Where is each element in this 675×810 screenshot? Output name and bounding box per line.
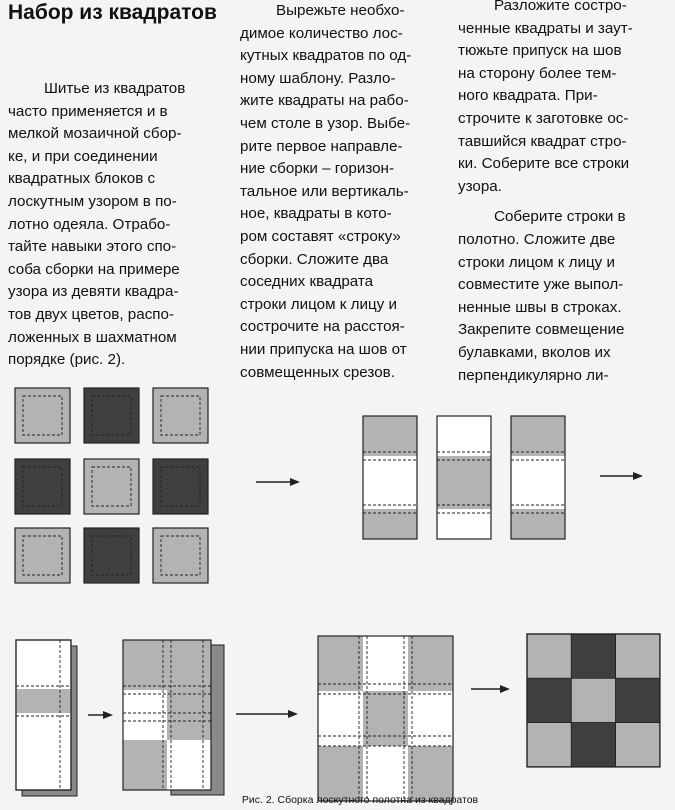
arrow-head xyxy=(288,710,298,718)
text-line: Соберите строки в xyxy=(494,208,626,226)
text-line: совместите уже выпол- xyxy=(458,276,624,294)
text-line: часто применяется и в xyxy=(8,102,168,120)
text-line: узора из девяти квадра- xyxy=(8,283,179,301)
fabric-square xyxy=(408,691,453,746)
fabric-square xyxy=(571,678,615,722)
fabric-square xyxy=(437,416,491,456)
fabric-square xyxy=(123,690,167,740)
fabric-square xyxy=(408,636,453,691)
paragraph xyxy=(458,0,664,198)
text-line: ки. Соберите все строки xyxy=(458,155,630,173)
text-line: мелкой мозаичной сбор- xyxy=(8,125,182,143)
fabric-square xyxy=(16,689,71,713)
text-line: булавками, вколов их xyxy=(458,343,611,361)
text-line: узора. xyxy=(458,177,502,195)
fabric-square xyxy=(437,509,491,539)
text-line: совмещенных срезов. xyxy=(240,363,395,381)
fabric-square xyxy=(363,691,408,746)
arrow-head xyxy=(290,478,300,486)
text-line: тавшийся квадрат стро- xyxy=(458,132,627,150)
fabric-square xyxy=(408,746,453,801)
text-line: тайте навыки этого спо- xyxy=(8,238,177,256)
fabric-square xyxy=(527,678,571,722)
paragraph xyxy=(8,78,221,372)
fabric-square xyxy=(318,746,363,801)
fabric-square xyxy=(363,456,417,509)
fabric-square xyxy=(363,636,408,691)
text-line: тюжьте припуск на шов xyxy=(458,42,622,60)
text-line: строчите к заготовке ос- xyxy=(458,109,629,127)
text-column-1 xyxy=(8,78,221,372)
fabric-square xyxy=(511,456,565,509)
text-line: Разложите состро- xyxy=(494,0,627,14)
text-line: Вырежьте необхо- xyxy=(276,2,405,19)
arrow-head xyxy=(500,685,510,693)
fabric-square xyxy=(167,640,211,690)
text-line: ложенных в шахматном xyxy=(8,328,177,346)
figure-caption: Рис. 2. Сборка лоскутного полотна из квадратов xyxy=(241,794,479,806)
fabric-square xyxy=(167,690,211,740)
text-line: тальное или вертикаль- xyxy=(240,182,409,200)
fabric-square xyxy=(571,723,615,767)
fabric-square xyxy=(571,634,615,678)
text-line: ное, квадраты в кото- xyxy=(240,205,392,223)
text-line: на сторону более тем- xyxy=(458,64,617,82)
arrow-head xyxy=(633,472,643,480)
fabric-square xyxy=(616,678,660,722)
text-line: сострочите на расстоя- xyxy=(240,318,405,336)
text-line: перпендикулярно ли- xyxy=(458,366,609,384)
arrow-head xyxy=(103,711,113,719)
text-line: Шитье из квадратов xyxy=(44,80,186,97)
text-column-2 xyxy=(240,0,436,384)
article-heading: Набор из квадратов xyxy=(8,1,217,24)
fabric-square xyxy=(363,746,408,801)
text-line: ненные швы в строках. xyxy=(458,298,622,316)
text-line: строки лицом к лицу и xyxy=(458,253,615,271)
paragraph xyxy=(458,206,664,387)
text-line: Закрепите совмещение xyxy=(458,321,625,339)
text-line: сборки. Сложите два xyxy=(240,250,389,268)
text-line: лоскутным узором в по- xyxy=(8,192,177,210)
fabric-square xyxy=(511,509,565,539)
fabric-square xyxy=(318,691,363,746)
text-line: чем столе в узор. Выбе- xyxy=(240,114,411,132)
text-line: ного квадрата. При- xyxy=(458,87,598,105)
text-line: полотно. Сложите две xyxy=(458,230,616,248)
text-line: нии припуска на шов от xyxy=(240,340,407,358)
text-line: рите первое направле- xyxy=(240,137,403,155)
patchwork-figure xyxy=(0,370,675,810)
fabric-square xyxy=(527,723,571,767)
fabric-square xyxy=(437,456,491,509)
text-line: кутных квадратов по од- xyxy=(240,47,412,65)
text-line: жите квадраты на рабо- xyxy=(240,92,409,110)
text-line: ние сборки – горизон- xyxy=(240,160,395,178)
paragraph xyxy=(240,0,436,384)
sewn-strip xyxy=(16,640,71,790)
text-line: порядке (рис. 2). xyxy=(8,351,126,369)
text-line: лотно одеяла. Отрабо- xyxy=(8,215,171,233)
text-line: ром составят «строку» xyxy=(240,227,401,245)
fabric-square xyxy=(123,640,167,690)
fabric-square xyxy=(363,509,417,539)
fabric-square xyxy=(363,416,417,456)
fabric-square xyxy=(318,636,363,691)
text-line: ченные квадраты и заут- xyxy=(458,19,633,37)
text-line: димое количество лос- xyxy=(240,24,403,42)
fabric-square xyxy=(616,634,660,678)
text-line: соседних квадрата xyxy=(240,273,374,291)
fabric-square xyxy=(123,740,167,790)
text-line: тов двух цветов, распо- xyxy=(8,305,175,323)
fabric-square xyxy=(511,416,565,456)
fabric-square xyxy=(616,723,660,767)
fabric-square xyxy=(167,740,211,790)
text-line: ке, и при соединении xyxy=(8,147,158,165)
text-line: соба сборки на примере xyxy=(8,260,180,278)
text-line: ному шаблону. Разло- xyxy=(240,69,396,87)
fabric-square xyxy=(527,634,571,678)
text-line: квадратных блоков с xyxy=(8,170,156,188)
text-line: строки лицом к лицу и xyxy=(240,295,397,313)
text-column-3 xyxy=(458,0,664,387)
